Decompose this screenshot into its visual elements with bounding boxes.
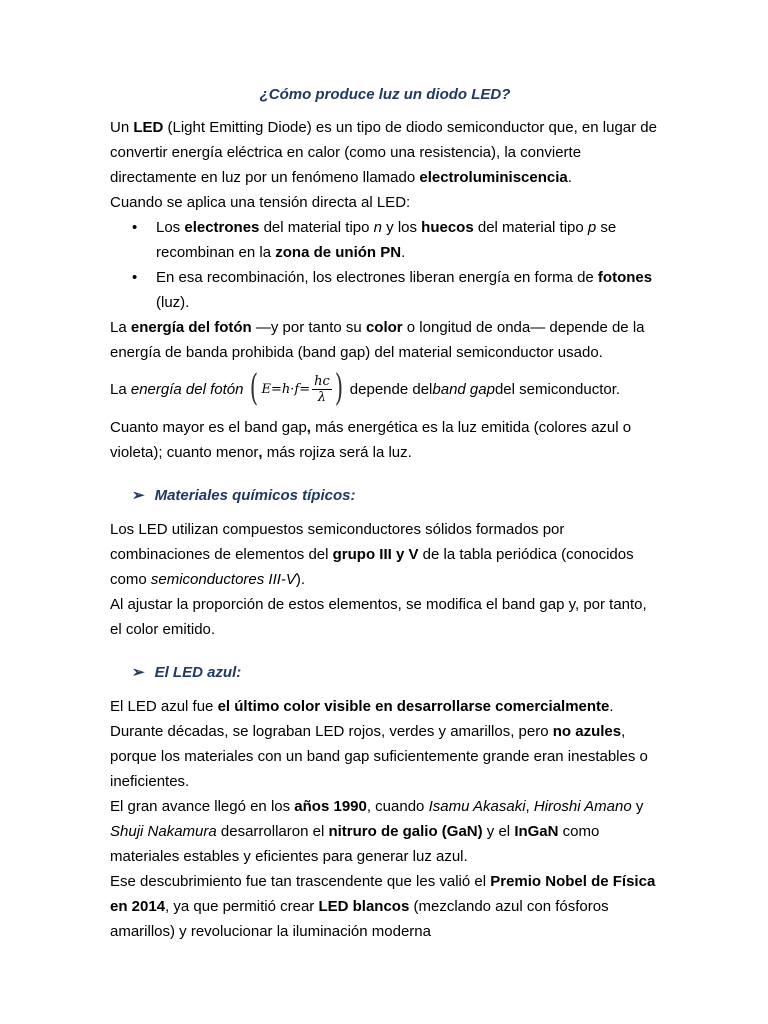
formula-line xyxy=(110,367,660,411)
formula-lhs: E=h·f= xyxy=(261,381,311,397)
text: Los LED utilizan compuestos semiconductores sólidos formados por combinaciones de elementos del xyxy=(110,521,565,563)
text: y los xyxy=(381,219,422,236)
text: de la tabla periódica (conocidos como xyxy=(110,546,634,588)
text: del material tipo xyxy=(259,219,374,236)
italic-semiconductores: semiconductores III-V xyxy=(150,571,296,588)
italic-amano: Hiroshi Amano xyxy=(533,798,632,815)
text: , porque los materiales con un band gap suficientemente grande eran inestables o ineficientes. xyxy=(110,723,648,790)
bold-led: LED xyxy=(133,119,164,136)
bold-electroluminiscencia: electroluminiscencia xyxy=(419,169,568,186)
text: —y por tanto su xyxy=(251,319,366,336)
text: Los xyxy=(156,219,185,236)
bold-comma: , xyxy=(258,444,263,461)
bold-no-azules: no azules xyxy=(552,723,622,740)
materials-paragraph xyxy=(110,517,660,592)
photon-energy-formula xyxy=(247,368,345,409)
intro-tension-line: Cuando se aplica una tensión directa al LED: xyxy=(110,194,411,211)
bold-zona-union: zona de unión PN xyxy=(275,244,402,261)
text: ). xyxy=(295,571,306,588)
bold-energia-foton: energía del fotón xyxy=(130,319,252,336)
blue-led-paragraph-3 xyxy=(110,794,660,869)
arrow-bullet-icon: ➢ xyxy=(132,664,145,681)
text: . xyxy=(567,169,572,186)
section-heading-text: El LED azul: xyxy=(154,664,242,681)
text: Cuanto mayor es el band gap xyxy=(110,419,307,436)
italic-nakamura: Shuji Nakamura xyxy=(110,823,217,840)
document-title: ¿Cómo produce luz un diodo LED? xyxy=(259,86,511,103)
band-gap-paragraph xyxy=(110,415,660,465)
text: . xyxy=(609,698,614,715)
section-heading-text: Materiales químicos típicos: xyxy=(154,487,356,504)
text: (mezclando azul con fósforos amarillos) y revolucionar la iluminación moderna xyxy=(110,898,609,940)
bold-ingan: InGaN xyxy=(514,823,559,840)
formula-fraction xyxy=(312,374,332,405)
italic-p: p xyxy=(587,219,597,236)
text: del material tipo xyxy=(473,219,588,236)
text: La xyxy=(110,319,131,336)
text: (luz). xyxy=(156,294,190,311)
bold-huecos: huecos xyxy=(421,219,474,236)
intro-paragraph xyxy=(110,115,660,190)
recombination-bullet-list xyxy=(110,215,660,315)
bold-ultimo-color: el último color visible en desarrollarse comercialmente xyxy=(217,698,610,715)
materials-adjust-paragraph: Al ajustar la proporción de estos elementos, se modifica el band gap y, por tanto, el color emitido. xyxy=(110,596,647,638)
text: más rojiza será la luz. xyxy=(262,444,412,461)
bold-premio-nobel: Premio Nobel de Física en 2014 xyxy=(110,873,656,915)
italic-energia-foton: energía del fotón xyxy=(130,380,244,398)
blue-led-paragraph-1 xyxy=(110,694,660,719)
text: Durante décadas, se lograban LED rojos, verdes y amarillos, pero xyxy=(110,723,553,740)
text: , xyxy=(525,798,534,815)
italic-akasaki: Isamu Akasaki xyxy=(428,798,526,815)
text: , ya que permitió crear xyxy=(165,898,319,915)
text: se recombinan en la xyxy=(156,219,617,261)
bold-anos-1990: años 1990 xyxy=(294,798,367,815)
right-paren: ) xyxy=(334,368,343,409)
formula-numerator: hc xyxy=(314,373,330,389)
text: Un xyxy=(110,119,134,136)
text: , cuando xyxy=(366,798,429,815)
text: . xyxy=(401,244,406,261)
text: depende del xyxy=(349,380,433,398)
blue-led-paragraph-4 xyxy=(110,869,660,944)
text: El LED azul fue xyxy=(110,698,218,715)
italic-n: n xyxy=(373,219,382,236)
left-paren: ( xyxy=(250,368,259,409)
bold-grupo-iii-v: grupo III y V xyxy=(332,546,419,563)
blue-led-paragraph-2 xyxy=(110,719,660,794)
bold-electrones: electrones xyxy=(184,219,260,236)
text: del semiconductor. xyxy=(494,380,621,398)
text: Ese descubrimiento fue tan trascendente que les valió el xyxy=(110,873,491,890)
text: El gran avance llegó en los xyxy=(110,798,295,815)
bold-gan: nitruro de galio (GaN) xyxy=(328,823,483,840)
section-heading-led-azul xyxy=(132,662,660,684)
text: o longitud de onda— depende de la energía de banda prohibida (band gap) del material semiconductor usado. xyxy=(110,319,645,361)
italic-band-gap: band gap xyxy=(432,380,495,398)
arrow-bullet-icon: ➢ xyxy=(132,487,145,504)
bullet-item-electrones xyxy=(156,215,660,265)
text: más energética es la luz emitida (colores azul o violeta); cuanto menor xyxy=(110,419,632,461)
formula-denominator: λ xyxy=(317,389,327,405)
text: La xyxy=(110,380,127,398)
energy-paragraph xyxy=(110,315,660,365)
bullet-item-fotones xyxy=(156,265,660,315)
text: desarrollaron el xyxy=(216,823,329,840)
text: y xyxy=(631,798,644,815)
text: como materiales estables y eficientes para generar luz azul. xyxy=(110,823,600,865)
text: En esa recombinación, los electrones liberan energía en forma de xyxy=(156,269,598,286)
text: (Light Emitting Diode) es un tipo de diodo semiconductor que, en lugar de convertir energía eléctrica en calor (como una resistencia), la convierte directamente en luz por un fenómeno llamado xyxy=(110,119,657,186)
bold-led-blancos: LED blancos xyxy=(318,898,410,915)
bold-comma: , xyxy=(306,419,311,436)
section-heading-materiales xyxy=(132,485,660,507)
bold-fotones: fotones xyxy=(597,269,653,286)
bold-color: color xyxy=(365,319,403,336)
text: y el xyxy=(482,823,515,840)
